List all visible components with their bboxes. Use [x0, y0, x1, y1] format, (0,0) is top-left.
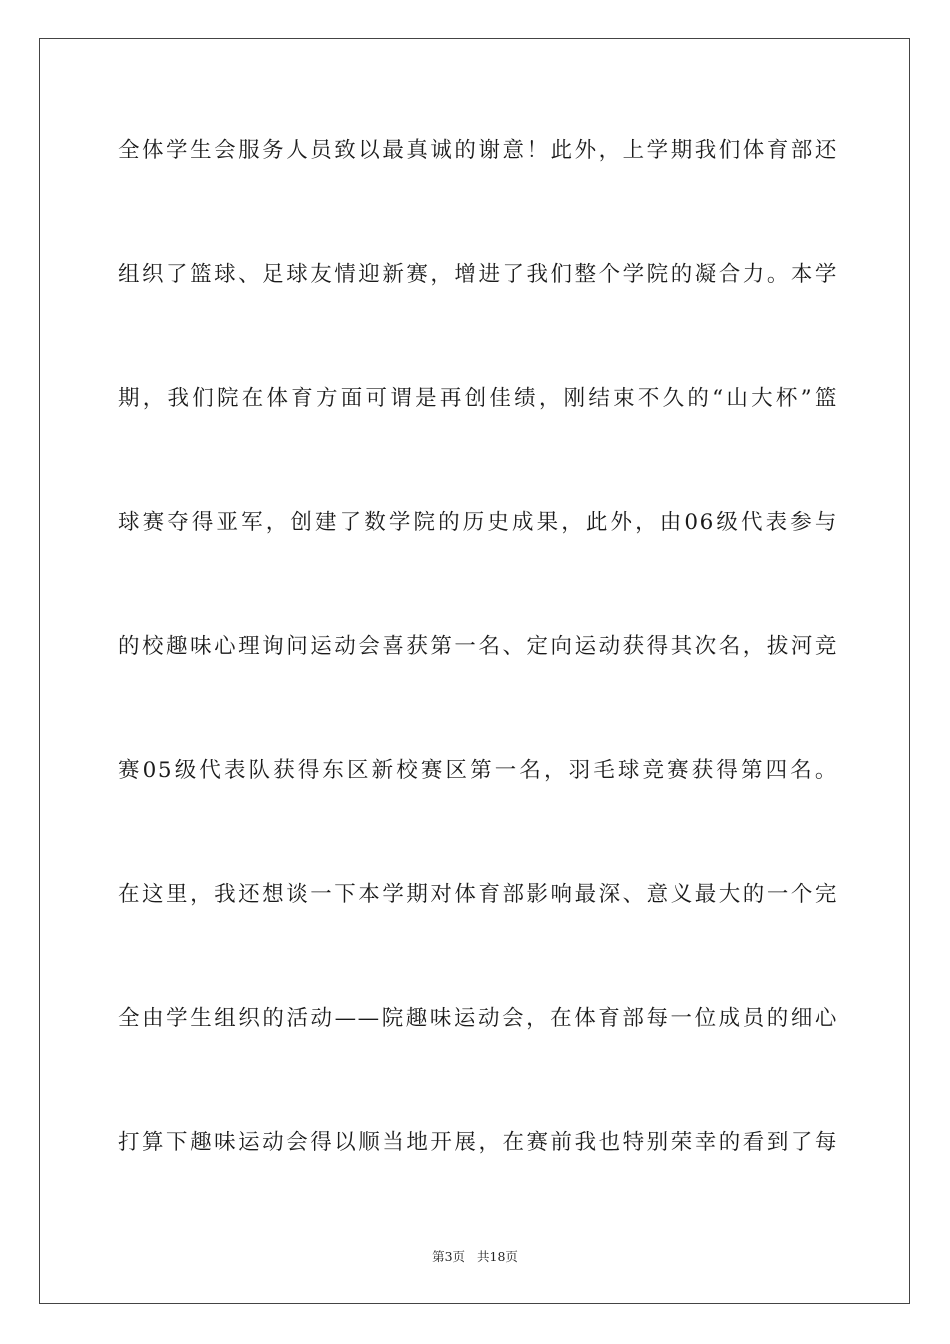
- text-line: 在这里，我还想谈一下本学期对体育部影响最深、意义最大的一个完: [118, 882, 838, 907]
- text-line: 打算下趣味运动会得以顺当地开展，在赛前我也特别荣幸的看到了每: [118, 1130, 838, 1155]
- text-line: 的校趣味心理询问运动会喜获第一名、定向运动获得其次名，拔河竞: [118, 634, 838, 659]
- text-line: 球赛夺得亚军，创建了数学院的历史成果，此外，由06级代表参与: [118, 510, 838, 535]
- text-line: 全体学生会服务人员致以最真诚的谢意！此外，上学期我们体育部还: [118, 138, 838, 163]
- document-body: [118, 122, 838, 1238]
- page-total: 共18页: [477, 1249, 518, 1264]
- page-number: 第3页: [432, 1249, 466, 1264]
- text-line: 全由学生组织的活动——院趣味运动会，在体育部每一位成员的细心: [118, 1006, 838, 1031]
- text-line: 赛05级代表队获得东区新校赛区第一名，羽毛球竞赛获得第四名。: [118, 758, 838, 783]
- text-line: 组织了篮球、足球友情迎新赛，增进了我们整个学院的凝合力。本学: [118, 262, 838, 287]
- page-footer: [0, 1247, 950, 1265]
- text-line: 期，我们院在体育方面可谓是再创佳绩，刚结束不久的“山大杯”篮: [118, 386, 838, 411]
